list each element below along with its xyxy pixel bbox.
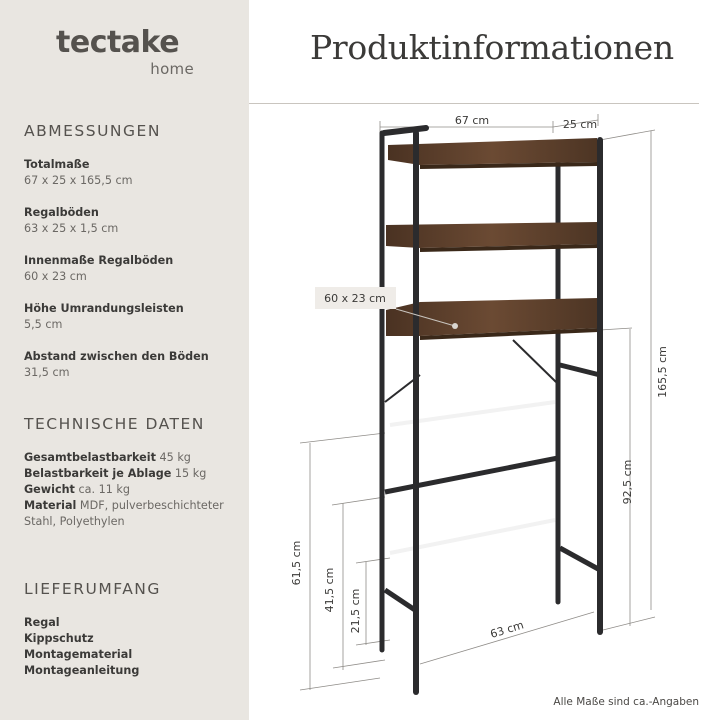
spec-label: Regalböden — [24, 206, 99, 219]
height-label: 165,5 cm — [656, 346, 669, 398]
depth-label: 25 cm — [562, 118, 598, 131]
tech-value: MDF, pulverbeschichteter Stahl, Polyethylen — [24, 499, 224, 528]
footnote: Alle Maße sind ca.-Angaben — [553, 696, 699, 708]
tech-label: Belastbarkeit je Ablage — [24, 467, 172, 480]
scope-item: Montageanleitung — [24, 664, 140, 677]
spec-label: Innenmaße Regalböden — [24, 254, 174, 267]
h615-label: 61,5 cm — [290, 540, 303, 586]
cross-braces — [385, 340, 556, 402]
h215-label: 21,5 cm — [349, 588, 362, 634]
scope-item: Kippschutz — [24, 632, 94, 645]
spec-value: 60 x 23 cm — [24, 270, 87, 283]
shelf-top — [388, 138, 597, 169]
tech-value: ca. 11 kg — [78, 483, 130, 496]
spec-value: 31,5 cm — [24, 366, 70, 379]
h925-label: 92,5 cm — [621, 459, 634, 505]
dimensions-heading: ABMESSUNGEN — [24, 122, 161, 140]
h415-label: 41,5 cm — [323, 567, 336, 613]
base-label: 63 cm — [488, 618, 526, 641]
brand-sub: home — [150, 60, 194, 78]
spec-value: 67 x 25 x 165,5 cm — [24, 174, 133, 187]
page-title: Produktinformationen — [310, 28, 674, 67]
tech-label: Gewicht — [24, 483, 75, 496]
width-label: 67 cm — [454, 114, 490, 127]
tech-label: Gesamtbelastbarkeit — [24, 451, 156, 464]
tech-label: Material — [24, 499, 77, 512]
spec-label: Totalmaße — [24, 158, 90, 171]
tech-value: 15 kg — [174, 467, 207, 480]
tech-value: 45 kg — [159, 451, 191, 464]
scope-heading: LIEFERUMFANG — [24, 580, 161, 598]
spec-label: Abstand zwischen den Böden — [24, 350, 209, 363]
spec-value: 63 x 25 x 1,5 cm — [24, 222, 119, 235]
scope-item: Montagematerial — [24, 648, 133, 661]
shelf-frame-back — [382, 133, 558, 650]
inner-dim-label: 60 x 23 cm — [324, 292, 386, 305]
brand-name: tectake — [56, 25, 180, 60]
technical-heading: TECHNISCHE DATEN — [24, 415, 205, 433]
scope-item: Regal — [24, 616, 60, 629]
spec-label: Höhe Umrandungsleisten — [24, 302, 184, 315]
spec-value: 5,5 cm — [24, 318, 63, 331]
